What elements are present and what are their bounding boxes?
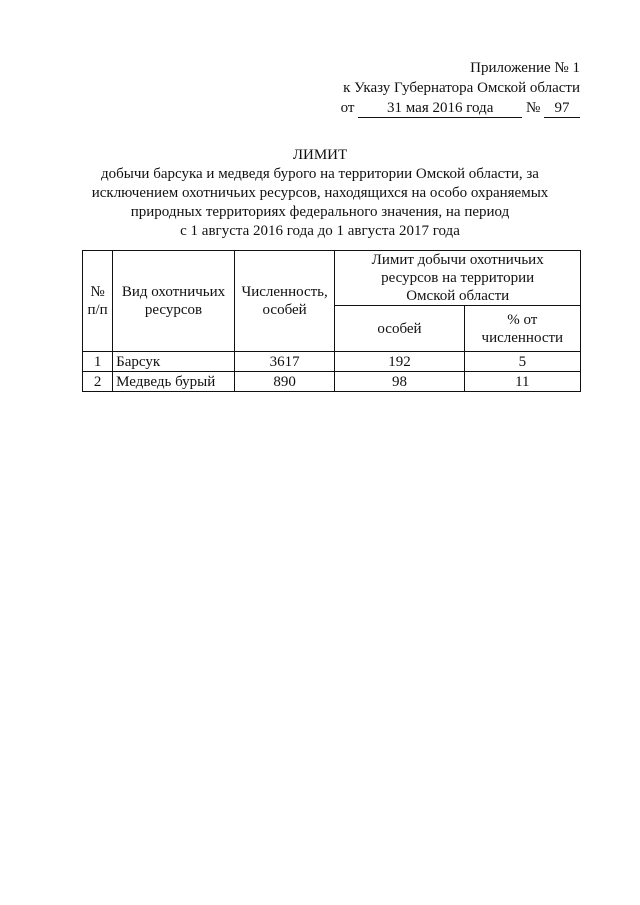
number-prefix: №: [525, 100, 541, 116]
appendix-date-line: [341, 98, 580, 118]
header-count-line-2: особей: [262, 302, 307, 318]
cell-percent: 5: [464, 352, 580, 372]
header-type-line-2: ресурсов: [144, 302, 203, 318]
limits-table: [82, 250, 581, 392]
table-row: [83, 372, 581, 392]
header-count-line-1: Численность,: [241, 284, 328, 300]
header-limit-line-1: Лимит добычи охотничьих: [371, 252, 544, 268]
document-heading: [60, 146, 580, 241]
cell-number: 1: [83, 352, 113, 372]
header-percent-line-1: % от: [507, 311, 538, 328]
document-title: ЛИМИТ: [292, 147, 348, 163]
cell-limit: 98: [335, 372, 464, 392]
appendix-title: Приложение № 1: [470, 60, 580, 76]
header-resource-type: [113, 251, 235, 352]
heading-line-3: природных территориях федерального значения, на период: [130, 204, 510, 220]
header-percent: [464, 306, 580, 352]
header-percent-line-2: численности: [481, 329, 564, 346]
appendix-block: [341, 58, 580, 118]
header-limit-line-2: ресурсов на территории: [381, 270, 535, 286]
header-number-line-1: №: [90, 284, 105, 300]
cell-percent: 11: [464, 372, 580, 392]
header-number-line-2: п/п: [87, 302, 108, 318]
heading-line-1: добычи барсука и медведя бурого на территории Омской области, за: [101, 166, 539, 182]
table-row: [83, 352, 581, 372]
header-individuals-label: особей: [377, 320, 422, 337]
heading-line-2: исключением охотничьих ресурсов, находящихся на особо охраняемых: [91, 185, 549, 201]
header-population: [234, 251, 335, 352]
date-prefix: от: [340, 100, 355, 116]
header-limit: [335, 251, 581, 306]
cell-population: 3617: [234, 352, 335, 372]
header-individuals: [335, 306, 464, 352]
decree-date: 31 мая 2016 года: [358, 100, 522, 118]
cell-resource-type: Барсук: [113, 352, 235, 372]
cell-population: 890: [234, 372, 335, 392]
decree-number: 97: [544, 100, 580, 118]
cell-limit: 192: [335, 352, 464, 372]
heading-line-4: с 1 августа 2016 года до 1 августа 2017 года: [180, 223, 460, 239]
cell-number: 2: [83, 372, 113, 392]
appendix-decree: к Указу Губернатора Омской области: [343, 80, 580, 96]
header-number: [83, 251, 113, 352]
table-header-row: [83, 251, 581, 306]
header-type-line-1: Вид охотничьих: [121, 284, 226, 300]
cell-resource-type: Медведь бурый: [113, 372, 235, 392]
header-limit-line-3: Омской области: [406, 288, 510, 304]
